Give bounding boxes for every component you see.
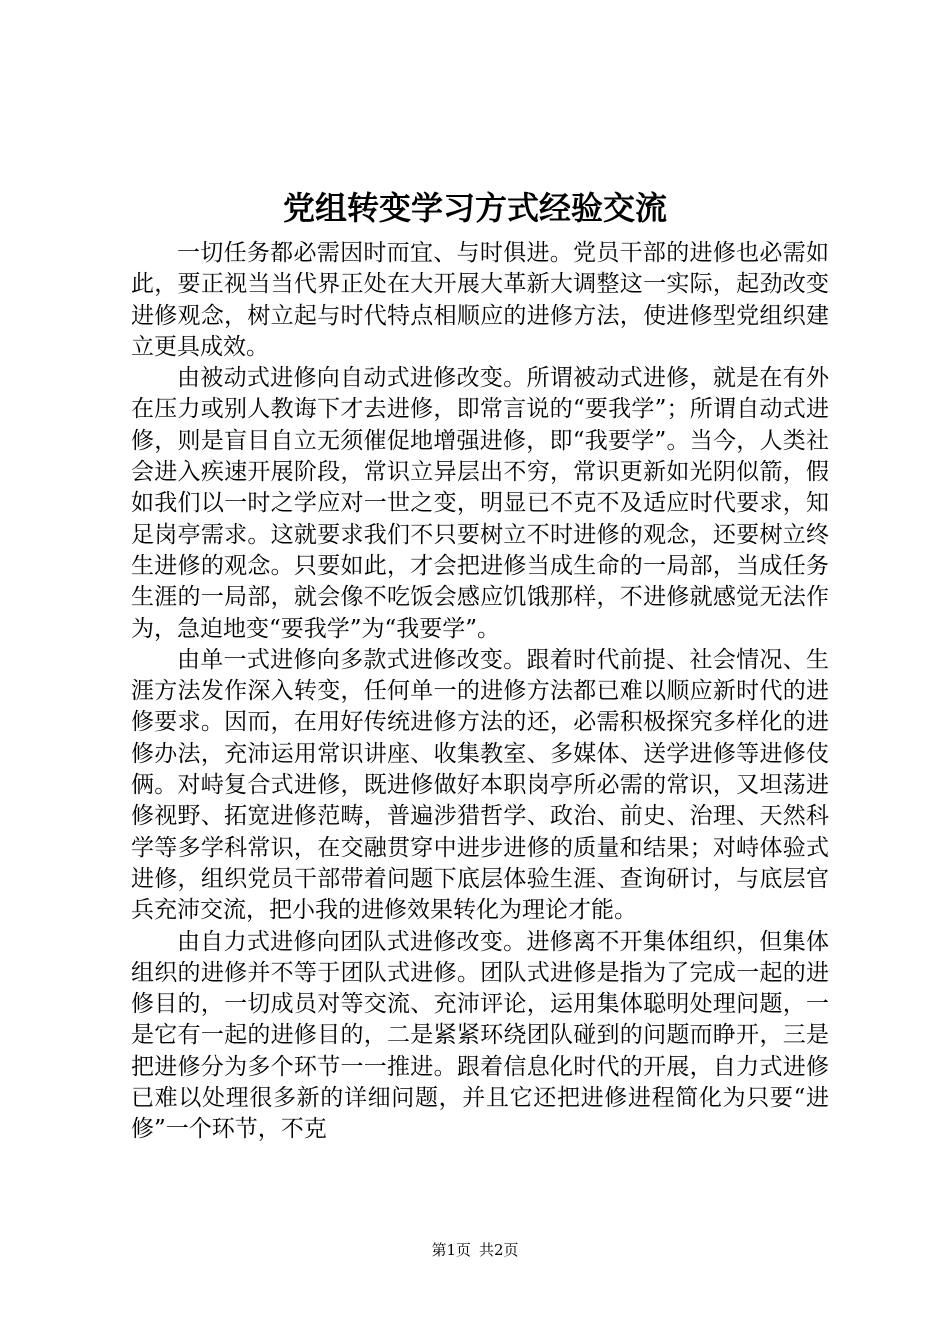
page-number-total: 共2页 [479, 1241, 519, 1259]
paragraph-2: 由被动式进修向自动式进修改变。所谓被动式进修，就是在有外在压力或别人教诲下才去进修，即常言说的“要我学”；所谓自动式进修，则是盲目自立无须催促地增强进修，即“我要学”。当今，人类社会进入疾速开展阶段，常识立异层出不穷，常识更新如光阴似箭，假如我们以一时之学应对一世之变，明显已不克不及适应时代要求，知足岗亭需求。这就要求我们不只要树立不时进修的观念，还要树立终生进修的观念。只要如此，才会把进修当成生命的一局部，当成任务生涯的一局部，就会像不吃饭会感应饥饿那样，不进修就感觉无法作为，急迫地变“要我学”为“我要学”。 [131, 365, 829, 642]
page-number-current: 第1页 [431, 1241, 471, 1259]
document-body [131, 238, 829, 1146]
paragraph-3: 由单一式进修向多款式进修改变。跟着时代前提、社会情况、生涯方法发作深入转变，任何单一的进修方法都已难以顺应新时代的进修要求。因而，在用好传统进修方法的还，必需积极探究多样化的进修办法，充沛运用常识讲座、收集教室、多媒体、送学进修等进修伎俩。对峙复合式进修，既进修做好本职岗亭所必需的常识，又坦荡进修视野、拓宽进修范畴，普遍涉猎哲学、政治、前史、治理、天然科学等多学科常识，在交融贯穿中进步进修的质量和结果；对峙体验式进修，组织党员干部带着问题下底层体验生涯、查询研讨，与底层官兵充沛交流，把小我的进修效果转化为理论才能。 [131, 646, 829, 924]
paragraph-1: 一切任务都必需因时而宜、与时俱进。党员干部的进修也必需如此，要正视当当代界正处在大开展大革新大调整这一实际，起劲改变进修观念，树立起与时代特点相顺应的进修方法，使进修型党组织建立更具成效。 [131, 240, 829, 360]
document-title: 党组转变学习方式经验交流 [282, 189, 667, 227]
paragraph-4: 由自力式进修向团队式进修改变。进修离不开集体组织，但集体组织的进修并不等于团队式进修。团队式进修是指为了完成一起的进修目的，一切成员对等交流、充沛评论，运用集体聪明处理问题，一是它有一起的进修目的，二是紧紧环绕团队碰到的问题而睁开，三是把进修分为多个环节一一推进。跟着信息化时代的开展，自力式进修已难以处理很多新的详细问题，并且它还把进修进程简化为只要“进修”一个环节，不克 [131, 928, 829, 1143]
page-footer [0, 1240, 950, 1260]
